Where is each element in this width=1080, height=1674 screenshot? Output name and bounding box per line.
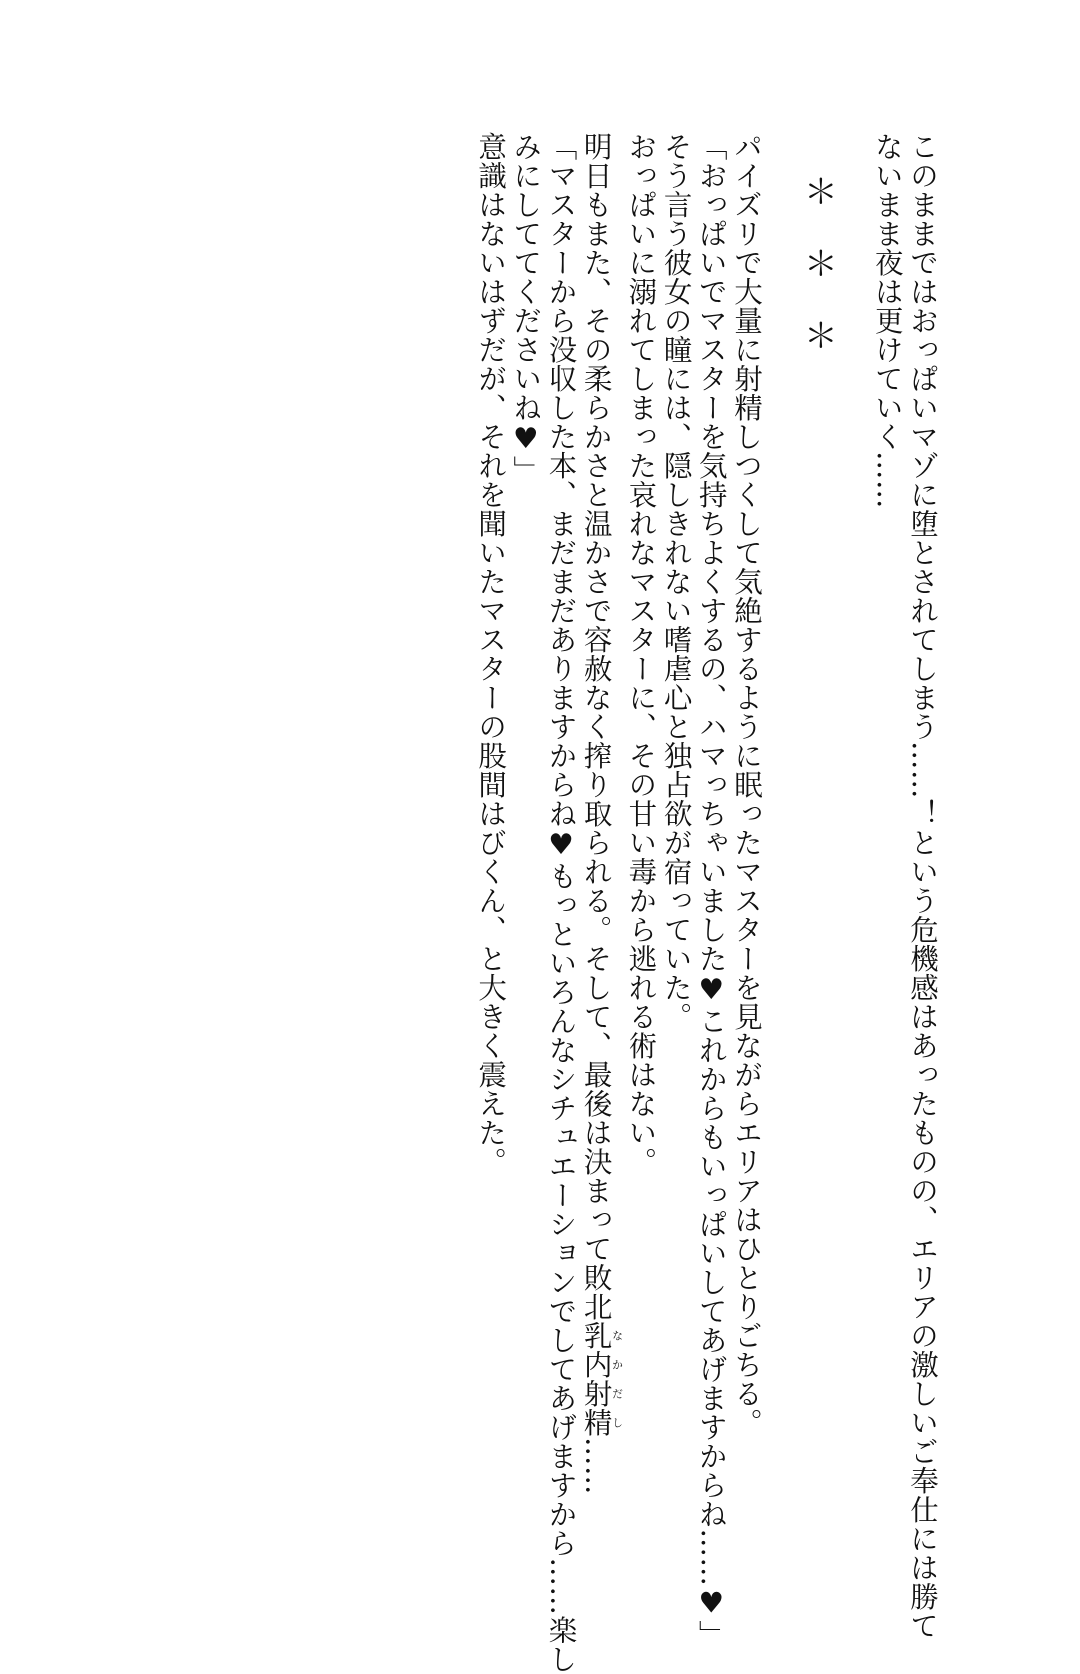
text-line: そう言う彼女の瞳には、隠しきれない嗜虐心と独占欲が宿っていた。 — [659, 132, 693, 1031]
ruby-reading: なかだし — [610, 1321, 624, 1437]
blank-line — [764, 132, 799, 1432]
text-line: みにしててくださいね♥」 — [509, 132, 543, 485]
text-line: 「マスターから没収した本、まだまだありますからね♥もっといろんなシチュエーションでしてあげますから……楽し — [544, 132, 578, 1674]
blank-line — [834, 132, 869, 1432]
text-line: このままではおっぱいマゾに堕とされてしまう……！という危機感はあったものの、エリアの激しいご奉仕には勝て — [906, 132, 939, 1640]
text-line: 「おっぱいでマスターを気持ちよくするの、ハマっちゃいました♥これからもいっぱいしてあげますからね……♥」 — [694, 132, 728, 1649]
text-line: おっぱいに溺れてしまった哀れなマスターに、その甘い毒から逃れる術はない。 — [624, 132, 658, 1176]
text-line: 意識はないはずだが、それを聞いたマスターの股間はびくん、と大きく震えた。 — [474, 132, 508, 1176]
vertical-text-block — [473, 132, 940, 1674]
text-line: ないまま夜は更けていく…… — [870, 132, 904, 509]
scene-break: ＊＊＊ — [797, 174, 838, 390]
text-line: 明日もまた、その柔らかさと温かさで容赦なく搾り取られる。そして、最後は決まって敗北乳内射精なかだし…… — [579, 132, 624, 1495]
text-line: パイズリで大量に射精しつくして気絶するように眠ったマスターを見ながらエリアはひとりごちる。 — [729, 132, 763, 1437]
ruby-annotation: 乳内射精なかだし — [579, 1321, 624, 1437]
